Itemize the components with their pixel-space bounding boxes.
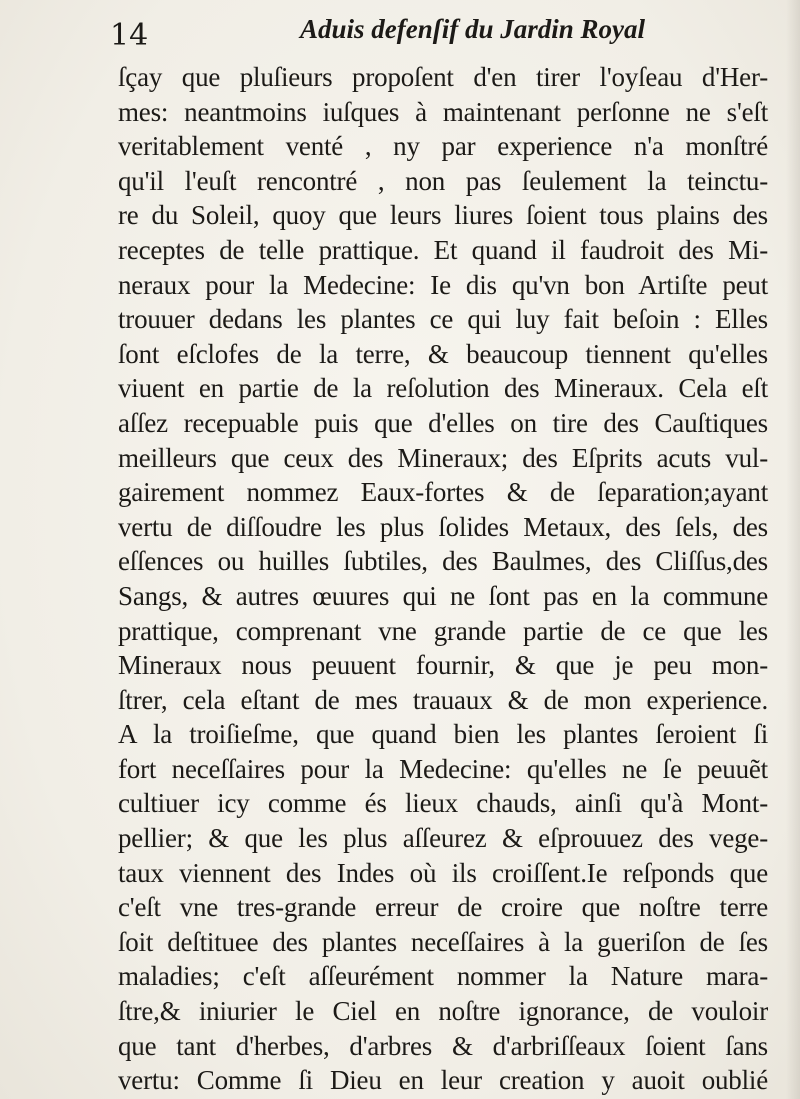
text-line: c'eſt vne tres-grande erreur de croire que noſtre terre	[118, 892, 768, 923]
text-line: eſſences ou huilles ſubtiles, des Baulmes, des Cliſſus,des	[118, 546, 768, 577]
text-line: receptes de telle prattique. Et quand il faudroit des Mi-	[118, 234, 768, 265]
page-edge-shadow	[786, 0, 800, 1099]
text-line: Sangs, & autres œuures qui ne ſont pas en la commune	[118, 580, 768, 611]
text-line: fort neceſſaires pour la Medecine: qu'elles ne ſe peuuẽt	[118, 753, 768, 784]
page-number: 14	[110, 18, 149, 53]
text-line: ſont eſclofes de la terre, & beaucoup tiennent qu'elles	[118, 338, 768, 369]
text-line: gairement nommez Eaux-fortes & de ſeparation;ayant	[118, 477, 768, 508]
text-line: A la troiſieſme, que quand bien les plantes ſeroient ſi	[118, 719, 768, 750]
text-line: meilleurs que ceux des Mineraux; des Eſprits acuts vul-	[118, 442, 768, 473]
text-line: re du Soleil, quoy que leurs liures ſoient tous plains des	[118, 200, 768, 231]
text-line: que tant d'herbes, d'arbres & d'arbriſſeaux ſoient ſans	[118, 1030, 768, 1061]
text-line: viuent en partie de la reſolution des Mineraux. Cela eſt	[118, 373, 768, 404]
text-line: ſtre,& iniurier le Ciel en noſtre ignorance, de vouloir	[118, 996, 768, 1027]
text-line: ſçay que pluſieurs propoſent d'en tirer l'oyſeau d'Her-	[118, 62, 768, 92]
text-line: Mineraux nous peuuent fournir, & que je peu mon-	[118, 650, 768, 681]
running-title: Aduis defenſif du Jardin Royal	[300, 14, 646, 44]
text-line: trouuer dedans les plantes ce qui luy fait beſoin : Elles	[118, 304, 768, 335]
text-line: vertu de diſſoudre les plus ſolides Metaux, des ſels, des	[118, 511, 768, 542]
text-line: maladies; c'eſt aſſeurément nommer la Nature mara-	[118, 961, 768, 992]
text-line: ſtrer, cela eſtant de mes trauaux & de mon experience.	[118, 684, 768, 715]
text-line: prattique, comprenant vne grande partie de ce que les	[118, 615, 768, 646]
text-line: vertu: Comme ſi Dieu en leur creation y auoit oublié	[118, 1065, 768, 1096]
text-line: neraux pour la Medecine: Ie dis qu'vn bon Artiſte peut	[118, 269, 768, 300]
text-line: cultiuer icy comme és lieux chauds, ainſi qu'à Mont-	[118, 788, 768, 819]
text-line: mes: neantmoins iuſques à maintenant perſonne ne s'eſt	[118, 96, 768, 127]
text-line: qu'il l'euſt rencontré , non pas ſeulement la teinctu-	[118, 165, 768, 196]
text-line: aſſez recepuable puis que d'elles on tire des Cauſtiques	[118, 407, 768, 438]
text-line: pellier; & que les plus aſſeurez & eſprouuez des vege-	[118, 823, 768, 854]
body-text	[118, 60, 768, 1098]
text-line: veritablement venté , ny par experience n'a monſtré	[118, 131, 768, 162]
text-line: ſoit deſtituee des plantes neceſſaires à la gueriſon de ſes	[118, 926, 768, 957]
text-line: taux viennent des Indes où ils croiſſent.Ie reſponds que	[118, 857, 768, 888]
